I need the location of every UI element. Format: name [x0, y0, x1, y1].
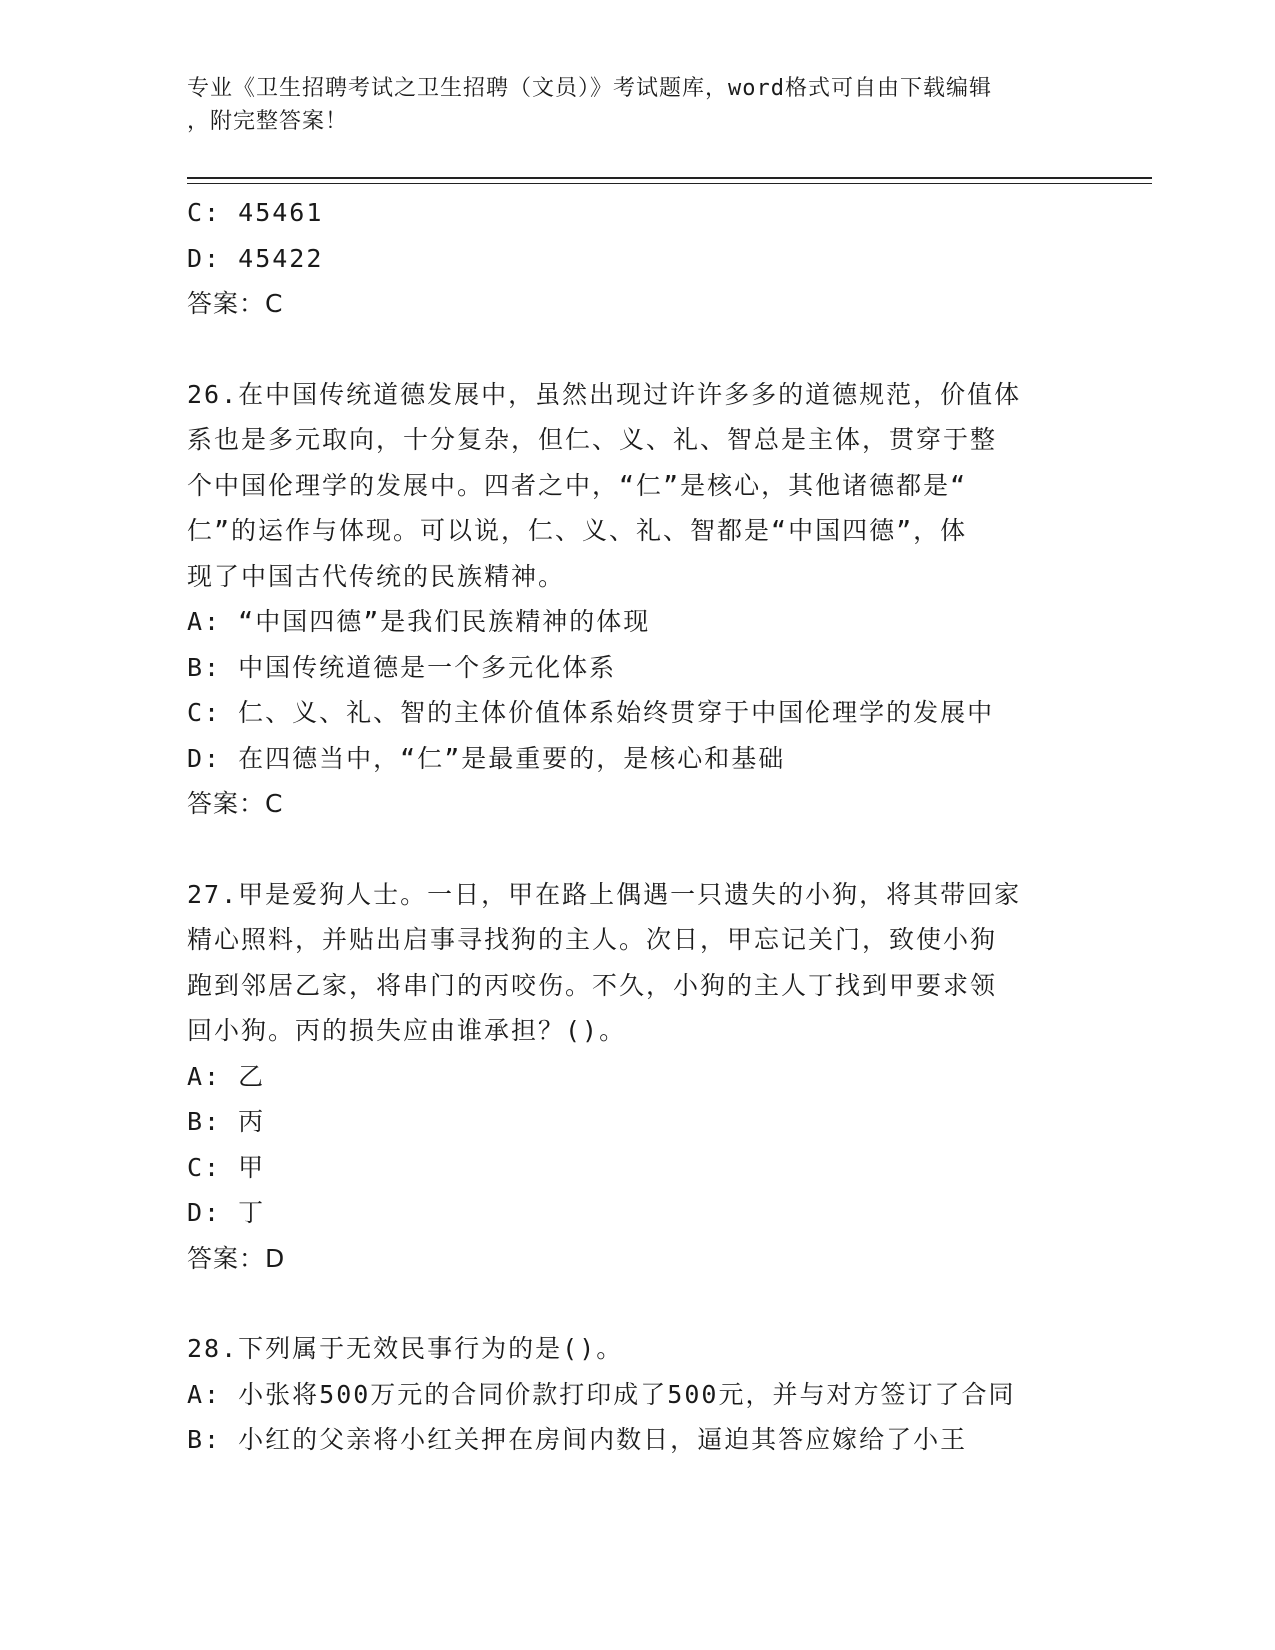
q26-stem-line-1: 26.在中国传统道德发展中，虽然出现过许许多多的道德规范，价值体 — [187, 379, 1022, 409]
header-rule-thick — [187, 177, 1152, 179]
header-line-1: 专业《卫生招聘考试之卫生招聘（文员）》考试题库，word格式可自由下载编辑 — [187, 76, 992, 101]
q27-option-c: C: 甲 — [187, 1152, 266, 1182]
q26-option-a: A: “中国四德”是我们民族精神的体现 — [187, 607, 651, 636]
q28-stem: 28.下列属于无效民事行为的是()。 — [187, 1334, 624, 1363]
q25-option-c: C: 45461 — [187, 198, 324, 227]
q25-option-d: D: 45422 — [187, 243, 324, 273]
q28-option-b: B: 小红的父亲将小红关押在房间内数日，逼迫其答应嫁给了小王 — [187, 1425, 968, 1454]
header-line-2: ，附完整答案！ — [187, 109, 349, 134]
q26-stem-line-5: 现了中国古代传统的民族精神。 — [187, 561, 566, 591]
header-rule-thin — [187, 183, 1152, 184]
q26-option-b: B: 中国传统道德是一个多元化体系 — [187, 652, 617, 682]
q27-stem-line-2: 精心照料，并贴出启事寻找狗的主人。次日，甲忘记关门，致使小狗 — [187, 925, 998, 954]
q26-option-d: D: 在四德当中，“仁”是最重要的，是核心和基础 — [187, 743, 786, 773]
q26-answer: 答案：C — [187, 789, 284, 818]
q26-stem-line-4: 仁”的运作与体现。可以说，仁、义、礼、智都是“中国四德”，体 — [187, 516, 968, 545]
q26-stem-line-3: 个中国伦理学的发展中。四者之中，“仁”是核心，其他诸德都是“ — [187, 470, 968, 500]
q25-answer: 答案：C — [187, 289, 284, 318]
q28-option-a: A: 小张将500万元的合同价款打印成了500元，并与对方签订了合同 — [187, 1379, 1016, 1409]
q27-answer: 答案：D — [187, 1243, 286, 1273]
q27-stem-line-4: 回小狗。丙的损失应由谁承担？()。 — [187, 1016, 627, 1045]
q26-option-c: C: 仁、义、礼、智的主体价值体系始终贯穿于中国伦理学的发展中 — [187, 698, 995, 727]
q27-stem-line-1: 27.甲是爱狗人士。一日，甲在路上偶遇一只遗失的小狗，将其带回家 — [187, 879, 1022, 909]
document-header — [187, 72, 1087, 138]
question-content — [187, 190, 1087, 1463]
q27-option-d: D: 丁 — [187, 1198, 266, 1227]
q27-option-a: A: 乙 — [187, 1061, 266, 1091]
q27-option-b: B: 丙 — [187, 1107, 266, 1136]
q27-stem-line-3: 跑到邻居乙家，将串门的丙咬伤。不久，小狗的主人丁找到甲要求领 — [187, 970, 998, 1000]
q26-stem-line-2: 系也是多元取向，十分复杂，但仁、义、礼、智总是主体，贯穿于整 — [187, 425, 998, 454]
